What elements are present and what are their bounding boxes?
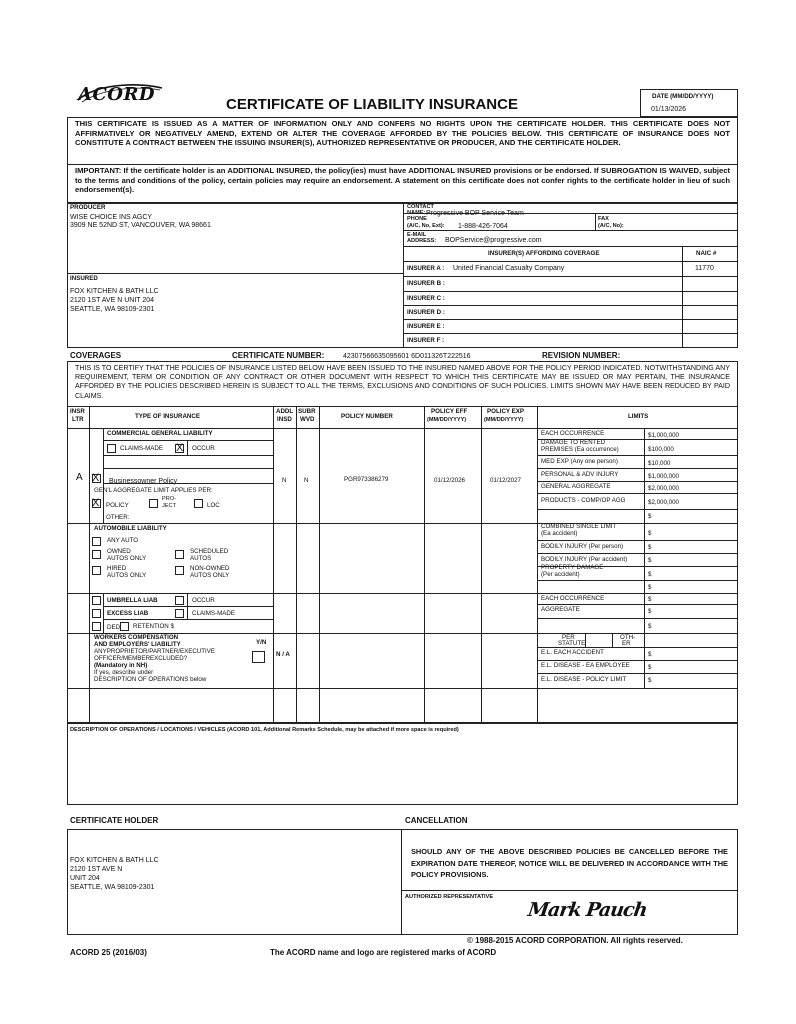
per-statute-label: PER: [562, 634, 575, 641]
owned-autos-checkbox[interactable]: [92, 550, 101, 559]
email-label: E-MAIL: [407, 232, 427, 238]
policy-label: POLICY: [106, 502, 129, 509]
insurer-row: [403, 305, 738, 319]
form-number: ACORD 25 (2016/03): [70, 948, 147, 957]
date-value: 01/13/2026: [651, 106, 687, 113]
limit-label: PERSONAL & ADV INJURY: [541, 471, 619, 478]
limit-label: BODILY INJURY (Per person): [541, 543, 624, 550]
scheduled-autos-checkbox[interactable]: [175, 550, 184, 559]
limit-value: $2,000,000: [648, 485, 679, 492]
holder-address-line2: UNIT 204: [70, 875, 100, 882]
holder-address-line1: 2120 1ST AVE N: [70, 866, 123, 873]
limit-value: $2,000,000: [648, 499, 679, 506]
limit-label: EACH OCCURRENCE: [541, 430, 605, 437]
col-policy-exp: POLICY EXP: [487, 408, 525, 415]
limit-value: $: [648, 584, 652, 591]
acord-logo-text: ACORD: [78, 84, 156, 105]
insurer-label: INSURER A :: [407, 265, 445, 272]
insurer-label: INSURER C :: [407, 295, 445, 302]
limit-label: EACH OCCURRENCE: [541, 595, 605, 602]
trademark-text: The ACORD name and logo are registered marks of ACORD: [270, 948, 497, 957]
description-box: [67, 723, 738, 805]
col-insr: INSR: [70, 408, 85, 415]
describe-note: If yes, describe under: [94, 669, 154, 676]
limit-value: $: [648, 677, 652, 684]
cgl-policy-number: PGR973386279: [344, 476, 389, 483]
col-policy-exp-format: (MM/DD/YYYY): [484, 417, 524, 423]
limit-label: E.L. DISEASE - POLICY LIMIT: [541, 676, 627, 683]
excess-liab-checkbox[interactable]: [92, 609, 101, 618]
any-auto-label: ANY AUTO: [107, 537, 139, 544]
scheduled-autos-label-line2: AUTOS: [190, 555, 212, 562]
col-policy-eff-format: (MM/DD/YYYY): [427, 417, 467, 423]
other-er-label-line2: ER: [622, 640, 631, 647]
insured-label: INSURED: [70, 275, 98, 282]
authorized-signature: Mark Pauch: [526, 899, 649, 921]
umbrella-liab-label: UMBRELLA LIAB: [107, 597, 158, 604]
insurer-row: [403, 333, 738, 348]
insured-name: FOX KITCHEN & BATH LLC: [70, 288, 159, 295]
acord-logo: [76, 80, 166, 108]
limit-label: AGGREGATE: [541, 606, 580, 613]
notice-paragraph: THIS CERTIFICATE IS ISSUED AS A MATTER OF INFORMATION ONLY AND CONFERS NO RIGHTS UPON THE CERTIFICATE HOLDER. THIS CERTIFICATE DOES NOT AFFIRMATIVELY OR NEGATIVELY AMEND, EXTEND OR ALTER THE COVERAGE AFFORDED BY THE POLICIES BELOW. THIS CERTIFICATE OF INSURANCE DOES NOT CONSTITUTE A CONTRACT BETWEEN THE ISSUING INSURER(S), AUTHORIZED REPRESENTATIVE OR PRODUCER, AND THE CERTIFICATE HOLDER.: [75, 119, 730, 148]
limit-value: $1,000,000: [648, 432, 679, 439]
fax-label: FAX: [598, 216, 609, 222]
project-label-line1: PRO-: [162, 496, 176, 502]
limit-label: BODILY INJURY (Per accident): [541, 556, 628, 563]
occur-check-mark: X: [176, 442, 184, 454]
fax-sub-label: (A/C, No):: [598, 223, 624, 229]
hired-autos-checkbox[interactable]: [92, 566, 101, 575]
umbrella-liab-checkbox[interactable]: [92, 596, 101, 605]
coverages-label: COVERAGES: [70, 351, 122, 360]
other-er-label: OTH-: [620, 634, 636, 641]
insured-address-line1: 2120 1ST AVE N UNIT 204: [70, 297, 155, 304]
certificate-number-label: CERTIFICATE NUMBER:: [232, 351, 325, 360]
limit-value: $: [648, 664, 652, 671]
email-value: BOPService@progressive.com: [445, 237, 542, 244]
other-coverage-check-mark: X: [92, 472, 100, 484]
ded-label: DED: [107, 624, 121, 631]
cgl-addl-insd: N: [282, 477, 287, 484]
insured-address-line2: SEATTLE, WA 98109-2301: [70, 306, 155, 313]
limit-label: E.L. EACH ACCIDENT: [541, 649, 604, 656]
insurer-row: [403, 276, 738, 291]
insurer-label: INSURER F :: [407, 337, 445, 344]
umbrella-claims-made-checkbox[interactable]: [175, 609, 184, 618]
insurer-row: [403, 319, 738, 333]
retention-label: RETENTION $: [133, 623, 174, 630]
workers-comp-heading-line2: AND EMPLOYERS' LIABILITY: [94, 641, 181, 648]
limit-label: DAMAGE TO RENTED: [541, 439, 606, 446]
umbrella-occur-label: OCCUR: [192, 597, 215, 604]
insurer-naic: 11770: [695, 265, 714, 272]
limit-label-line2: (Per accident): [541, 571, 580, 578]
describe-note-line2: DESCRIPTION OF OPERATIONS below: [94, 676, 207, 683]
limit-value: $: [648, 544, 652, 551]
workers-comp-heading: WORKERS COMPENSATION: [94, 634, 179, 641]
yn-label: Y/N: [256, 639, 267, 646]
workers-addl-na: N / A: [276, 651, 290, 658]
contact-label: CONTACT: [407, 204, 434, 210]
col-type: TYPE OF INSURANCE: [135, 413, 200, 420]
insurer-label: INSURER B :: [407, 280, 445, 287]
limit-label: E.L. DISEASE - EA EMPLOYEE: [541, 662, 630, 669]
limit-value: $: [648, 530, 652, 537]
owned-autos-label-line2: AUTOS ONLY: [107, 555, 147, 562]
insurers-heading: INSURER(S) AFFORDING COVERAGE: [488, 250, 600, 257]
limit-value: $: [648, 596, 652, 603]
mandatory-nh-label: (Mandatory in NH): [94, 662, 148, 669]
cancellation-label: CANCELLATION: [405, 816, 468, 825]
limit-label: PROPERTY DAMAGE: [541, 564, 604, 571]
col-policy-number: POLICY NUMBER: [341, 413, 393, 420]
other-label: OTHER:: [106, 514, 130, 521]
contact-name: Progressive BOP Service Team: [426, 210, 524, 217]
holder-name: FOX KITCHEN & BATH LLC: [70, 857, 159, 864]
scheduled-autos-label: SCHEDULED: [190, 548, 229, 555]
limit-value: $: [648, 571, 652, 578]
policy-check-mark: X: [92, 497, 100, 509]
col-wvd: WVD: [300, 416, 315, 423]
umbrella-occur-checkbox[interactable]: [175, 596, 184, 605]
other-coverage-text: Businessowner Policy: [109, 478, 178, 485]
loc-label: LOC: [207, 502, 220, 509]
limit-value: $1,000,000: [648, 473, 679, 480]
limit-value: $100,000: [648, 446, 674, 453]
producer-label: PRODUCER: [70, 204, 106, 211]
cgl-policy-exp: 01/12/2027: [490, 477, 521, 484]
producer-address: 3909 NE 52ND ST, VANCOUVER, WA 98661: [70, 222, 211, 229]
limit-value: $10,000: [648, 460, 671, 467]
col-subr: SUBR: [298, 408, 316, 415]
col-policy-eff: POLICY EFF: [431, 408, 468, 415]
any-auto-checkbox[interactable]: [92, 537, 101, 546]
cgl-policy-eff: 01/12/2026: [434, 477, 465, 484]
aggregate-applies-label: GEN'L AGGREGATE LIMIT APPLIES PER:: [94, 487, 213, 494]
page-title: CERTIFICATE OF LIABILITY INSURANCE: [226, 96, 518, 113]
claims-made-checkbox[interactable]: [107, 444, 116, 453]
phone-sub-label: (A/C, No, Ext):: [407, 223, 445, 229]
ded-checkbox[interactable]: [92, 622, 101, 631]
date-label: DATE (MM/DD/YYYY): [652, 93, 714, 100]
cgl-subr-wvd: N: [304, 477, 309, 484]
owned-autos-label: OWNED: [107, 548, 131, 555]
col-limits: LIMITS: [628, 413, 649, 420]
col-insd: INSD: [277, 416, 292, 423]
contact-name-label: NAME:: [407, 210, 426, 216]
col-ltr: LTR: [72, 416, 84, 423]
phone-value: 1-888-426-7064: [458, 223, 508, 230]
important-paragraph: IMPORTANT: If the certificate holder is an ADDITIONAL INSURED, the policy(ies) must have ADDITIONAL INSURED provisions or be endorsed. If SUBROGATION IS WAIVED, subject to the terms and conditions of the policy, certain policies may require an endorsement. A statement on this certificate does not confer rights to the certificate holder in lieu of such endorsement(s).: [75, 166, 730, 195]
limit-label: PRODUCTS - COMP/OP AGG: [541, 497, 626, 504]
auto-heading: AUTOMOBILE LIABILITY: [94, 525, 167, 532]
limit-label: MED EXP (Any one person): [541, 458, 618, 465]
limit-value: $: [648, 557, 652, 564]
nonowned-autos-label: NON-OWNED: [190, 565, 230, 572]
insurer-row: [403, 261, 738, 276]
proprietor-question: ANYPROPRIETOR/PARTNER/EXECUTIVE: [94, 648, 216, 655]
limit-label: COMBINED SINGLE LIMIT: [541, 523, 617, 530]
hired-autos-label-line2: AUTOS ONLY: [107, 572, 147, 579]
occur-label: OCCUR: [192, 445, 215, 452]
umbrella-claims-made-label: CLAIMS-MADE: [192, 610, 235, 617]
producer-name: WISE CHOICE INS AGCY: [70, 214, 153, 221]
project-label-line2: JECT: [162, 503, 176, 509]
cgl-heading: COMMERCIAL GENERAL LIABILITY: [107, 430, 213, 437]
insurer-label: INSURER E :: [407, 323, 445, 330]
limit-label-line2: (Ea accident): [541, 530, 578, 537]
email-address-label: ADDRESS:: [407, 238, 437, 244]
limit-value: $: [648, 513, 652, 520]
phone-label: PHONE: [407, 216, 427, 222]
nonowned-autos-checkbox[interactable]: [175, 566, 184, 575]
limit-value: $: [648, 651, 652, 658]
limit-label-line2: PREMISES (Ea occurrence): [541, 446, 619, 453]
officer-excluded-checkbox[interactable]: [252, 651, 265, 663]
nonowned-autos-label-line2: AUTOS ONLY: [190, 572, 230, 579]
copyright-text: © 1988-2015 ACORD CORPORATION. All rights reserved.: [467, 936, 683, 945]
cancellation-text: SHOULD ANY OF THE ABOVE DESCRIBED POLICIES BE CANCELLED BEFORE THE EXPIRATION DATE THEREOF, NOTICE WILL BE DELIVERED IN ACCORDANCE WITH THE POLICY PROVISIONS.: [411, 847, 728, 879]
insurer-row: [403, 291, 738, 305]
claims-made-label: CLAIMS-MADE: [120, 445, 163, 452]
description-label: DESCRIPTION OF OPERATIONS / LOCATIONS / VEHICLES (ACORD 101, Additional Remarks Schedule, may be attached if more space is required): [70, 727, 459, 733]
naic-label: NAIC #: [696, 250, 717, 257]
proprietor-question-line2: OFFICER/MEMBEREXCLUDED?: [94, 655, 188, 662]
col-addl: ADDL: [276, 408, 294, 415]
hired-autos-label: HIRED: [107, 565, 127, 572]
limit-value: $: [648, 623, 652, 630]
certificate-number: 42307566635095601 6D011326T222516: [343, 353, 471, 360]
insurer-name: United Financial Casualty Company: [453, 265, 565, 272]
project-checkbox[interactable]: [149, 499, 158, 508]
limit-value: $: [648, 608, 652, 615]
holder-address-line3: SEATTLE, WA 98109-2301: [70, 884, 155, 891]
certificate-holder-label: CERTIFICATE HOLDER: [70, 816, 159, 825]
cgl-insurer-letter: A: [76, 472, 83, 483]
authorized-rep-label: AUTHORIZED REPRESENTATIVE: [405, 894, 494, 900]
retention-checkbox[interactable]: [120, 622, 129, 631]
loc-checkbox[interactable]: [194, 499, 203, 508]
insurer-label: INSURER D :: [407, 309, 445, 316]
coverages-statement: THIS IS TO CERTIFY THAT THE POLICIES OF INSURANCE LISTED BELOW HAVE BEEN ISSUED TO THE INSURED NAMED ABOVE FOR THE POLICY PERIOD INDICATED. NOTWITHSTANDING ANY REQUIREMENT, TERM OR CONDITION OF ANY CONTRACT OR OTHER DOCUMENT WITH RESPECT TO WHICH THIS CERTIFICATE MAY BE ISSUED OR MAY PERTAIN, THE INSURANCE AFFORDED BY THE POLICIES DESCRIBED HEREIN IS SUBJECT TO ALL THE TERMS, EXCLUSIONS AND CONDITIONS OF SUCH POLICIES. LIMITS SHOWN MAY HAVE BEEN REDUCED BY PAID CLAIMS.: [75, 364, 730, 400]
limit-label: GENERAL AGGREGATE: [541, 483, 611, 490]
per-statute-label-line2: STATUTE: [558, 640, 586, 647]
excess-liab-label: EXCESS LIAB: [107, 610, 149, 617]
revision-number-label: REVISION NUMBER:: [542, 351, 621, 360]
